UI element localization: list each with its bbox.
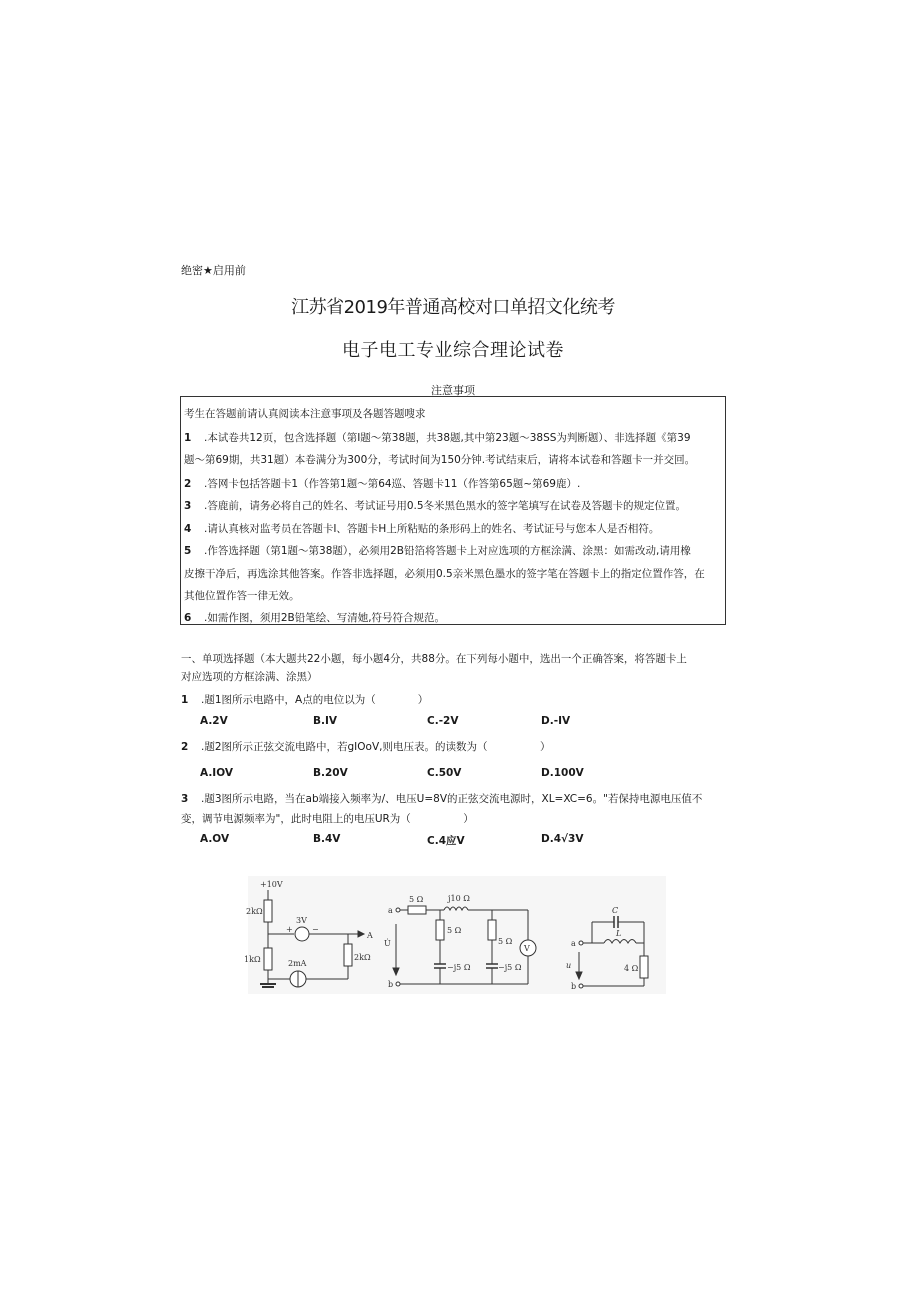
notice-item-number: 6	[184, 612, 192, 624]
notice-item-number: 1	[184, 432, 192, 444]
question-3	[181, 791, 702, 806]
fig2-r1-label: 5 Ω	[447, 926, 462, 935]
fig3-u-label: u	[566, 961, 572, 970]
question-1	[181, 692, 428, 707]
fig1-voltage-label: +10V	[260, 880, 283, 889]
notice-item	[184, 498, 686, 513]
fig2-a-label: a	[388, 906, 393, 915]
option-b[interactable]: B.4V	[313, 833, 341, 845]
notice-item-number: 2	[184, 478, 192, 490]
question-number: 3	[181, 793, 189, 805]
fig1-r-top-label: 2kΩ	[246, 907, 263, 916]
notice-heading: 注意事项	[431, 384, 475, 397]
fig2-xc2-label: −j5 Ω	[498, 963, 522, 972]
option-b[interactable]: B.20V	[313, 767, 348, 779]
question-2	[181, 739, 551, 754]
fig3-r-label: 4 Ω	[624, 964, 639, 973]
option-a[interactable]: A.IOV	[200, 767, 233, 779]
fig2-xc1-label: −j5 Ω	[447, 963, 471, 972]
question-3-continued: 变，调节电源频率为"，此时电阻上的电压UR为（ ）	[181, 813, 474, 825]
notice-item-continued: 其他位置作答一律无效。	[184, 590, 300, 602]
option-a[interactable]: A.2V	[200, 715, 228, 727]
notice-item-number: 3	[184, 500, 192, 512]
voltmeter-icon: V	[524, 944, 530, 953]
exam-title: 江苏省2019年普通高校对口单招文化统考	[291, 297, 615, 318]
fig1-plus-label: +	[286, 925, 293, 934]
option-d[interactable]: D.-IV	[541, 715, 571, 727]
confidential-label: 绝密★启用前	[181, 264, 246, 277]
option-a[interactable]: A.OV	[200, 833, 230, 845]
fig3-b-label: b	[571, 982, 577, 991]
notice-item-text: .如需作图，须用2B铅笔绘、写清她,符号符合规范。	[204, 612, 446, 624]
fig1-vs-label: 3V	[296, 916, 307, 925]
fig1-minus-label: −	[312, 925, 319, 934]
fig2-u-label: U̇	[384, 939, 391, 948]
fig1-r-bottom-label: 1kΩ	[244, 955, 261, 964]
notice-item-text: .答鹿前，请务必将自己的姓名、考试证号用0.5冬米黑色黑水的签字笔填写在试卷及答题卡的规定位置。	[204, 500, 687, 512]
fig1-r-right-label: 2kΩ	[354, 953, 371, 962]
notice-item	[184, 430, 691, 445]
option-d[interactable]: D.100V	[541, 767, 584, 779]
notice-item-text: .作答选择题（第1题〜第38题），必须用2B铅箔将答题卡上对应选项的方框涂满、涂黑：如需改动,请用橡	[204, 545, 691, 557]
question-number: 1	[181, 694, 189, 706]
question-number: 2	[181, 741, 189, 753]
section-heading-continued: 对应选项的方框涂满、涂黑）	[181, 671, 318, 683]
fig2-b-label: b	[388, 980, 394, 989]
fig3-c-label: C	[612, 906, 619, 915]
circuit-figures	[244, 876, 666, 994]
option-d[interactable]: D.4√3V	[541, 833, 584, 845]
fig2-r-series-label: 5 Ω	[409, 895, 424, 904]
fig2-r2-label: 5 Ω	[498, 937, 513, 946]
question-text: .题3图所示电路，当在ab端接入频率为/、电压U=8V的正弦交流电源时，XL=XC=6。"若保持电源电压值不	[201, 793, 703, 805]
exam-subtitle: 电子电工专业综合理论试卷	[342, 340, 564, 361]
notice-item	[184, 476, 580, 491]
notice-item-continued: 皮擦干净后，再选涂其他答案。作答非选择题，必须用0.5亲米黑色墨水的签字笔在答题卡上的指定位置作答，在	[184, 568, 705, 580]
fig3-l-label: L	[616, 929, 622, 938]
option-c[interactable]: C.50V	[427, 767, 462, 779]
fig1-cs-label: 2mA	[288, 959, 307, 968]
notice-item-number: 5	[184, 545, 192, 557]
fig1-node-label: A	[367, 931, 373, 940]
notice-item-text: .答网卡包括答题卡1（作答第1题〜第64巡、答题卡11（作答第65题~第69鹿）.	[204, 478, 581, 490]
notice-item	[184, 610, 445, 625]
option-c[interactable]: C.4应V	[427, 835, 465, 847]
notice-item-number: 4	[184, 523, 192, 535]
notice-item-text: .本试卷共12页，包含选择题（第I题〜第38题，共38题,其中第23题〜38SS为判断题）、非选择题《第39	[204, 432, 691, 444]
option-b[interactable]: B.IV	[313, 715, 338, 727]
section-heading: 一、单项选择题（本大题共22小题，每小题4分，共88分。在下列每小题中，选出一个正确答案，将答题卡上	[181, 653, 687, 665]
question-text: .题1图所示电路中，A点的电位以为（ ）	[201, 694, 429, 706]
notice-item-continued: 题〜第69期，共31题）本卷满分为300分，考试时间为150分钟.考试结束后，请将本试卷和答题卡一并交回。	[184, 454, 696, 466]
question-text: .题2图所示正弦交流电路中，若gIOoV,则电压表。的读数为（ ）	[201, 741, 551, 753]
fig2-xl-label: j10 Ω	[448, 894, 470, 903]
notice-item	[184, 543, 691, 558]
notice-box	[180, 396, 726, 625]
option-c[interactable]: C.-2V	[427, 715, 459, 727]
notice-item	[184, 521, 659, 536]
fig3-a-label: a	[571, 939, 576, 948]
notice-item-text: .请认真核对监考员在答题卡I、答题卡H上所粘贴的条形码上的姓名、考试证号与您本人是否相符。	[204, 523, 660, 535]
notice-intro: 考生在答题前请认真阅读本注意事项及各题答题嗖求	[184, 408, 426, 420]
